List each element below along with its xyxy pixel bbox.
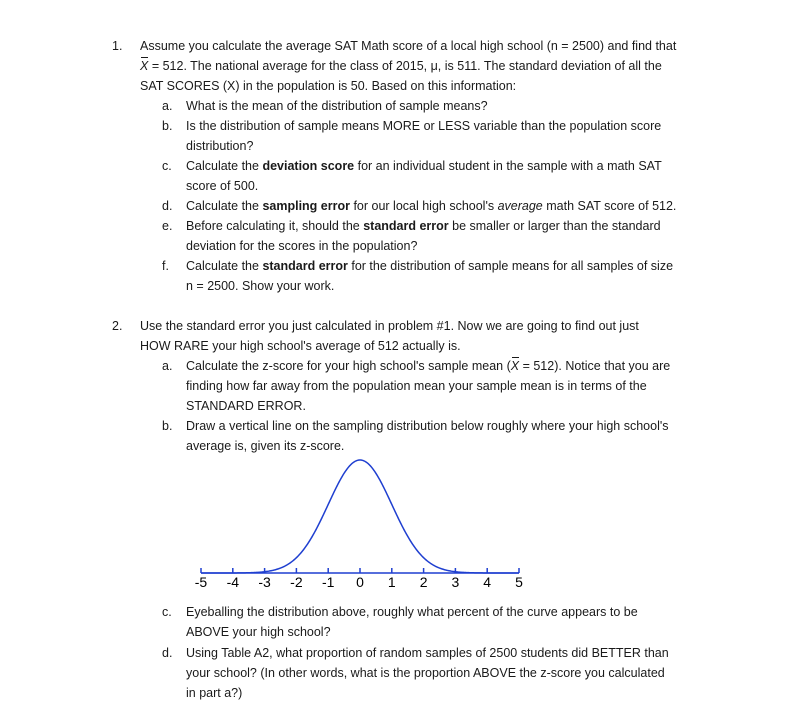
x-tick-label: -5 [194,574,208,590]
q1-line-1: Assume you calculate the average SAT Math score of a local high school (n = 2500) and find that [140,39,677,53]
q1d-letter: d. [162,199,173,213]
q1c-letter: c. [162,159,172,173]
q2d-line-2: your school? (In other words, what is the proportion ABOVE the z-score you calculated [186,666,665,680]
q1d-line-1: Calculate the sampling error for our local high school's average math SAT score of 512. [186,199,677,213]
x-tick-label: -4 [226,574,240,590]
q1c-line-2: score of 500. [186,179,259,193]
q2a-line-2: finding how far away from the population mean your sample mean is in terms of the [186,379,647,393]
q2c-letter: c. [162,605,172,619]
q2-line-2: HOW RARE your high school's average of 512 actually is. [140,339,461,353]
q2a-line-3: STANDARD ERROR. [186,399,306,413]
q1f-line-2: n = 2500. Show your work. [186,279,335,293]
x-bar-symbol: X [140,56,148,76]
q1f-line-1: Calculate the standard error for the distribution of sample means for all samples of size [186,259,674,273]
q2b-line-1: Draw a vertical line on the sampling distribution below roughly where your high school's [186,419,669,433]
q2d-line-3: in part a?) [186,686,243,700]
q2d-line-1: Using Table A2, what proportion of random samples of 2500 students did BETTER than [186,646,669,660]
x-bar-symbol: X [511,356,519,376]
x-tick-label: 0 [356,574,364,590]
q1f-letter: f. [162,259,169,273]
x-tick-label: 5 [515,574,523,590]
q1-line-3: SAT SCORES (X) in the population is 50. Based on this information: [140,79,517,93]
x-tick-label: 3 [451,574,460,590]
q1b-line-2: distribution? [186,139,254,153]
q1e-line-1: Before calculating it, should the standard error be smaller or larger than the standard [186,219,661,233]
q1a-text: What is the mean of the distribution of sample means? [186,99,488,113]
q1-number: 1. [112,39,123,53]
q1a-letter: a. [162,99,173,113]
q2a-line-1: Calculate the z-score for your high school's sample mean (X = 512). Notice that you are [186,356,670,376]
normal-curve [201,460,519,573]
q2b-line-2: average is, given its z-score. [186,439,345,453]
q2c-line-1: Eyeballing the distribution above, roughly what percent of the curve appears to be [186,605,638,619]
q2-number: 2. [112,319,123,333]
x-tick-label: -2 [290,574,303,590]
q1e-letter: e. [162,219,173,233]
q1b-letter: b. [162,119,173,133]
x-tick-label: 2 [419,574,428,590]
q2d-letter: d. [162,646,173,660]
q1b-line-1: Is the distribution of sample means MORE or LESS variable than the population score [186,119,662,133]
q2c-line-2: ABOVE your high school? [186,625,331,639]
q2b-letter: b. [162,419,173,433]
q2a-letter: a. [162,359,173,373]
x-tick-label: -1 [321,574,335,590]
q1e-line-2: deviation for the scores in the population? [186,239,418,253]
x-tick-label: 1 [387,574,396,590]
q2-line-1: Use the standard error you just calculated in problem #1. Now we are going to find out just [140,319,639,333]
q1-line-2: X = 512. The national average for the class of 2015, μ, is 511. The standard deviation of all the [140,56,662,76]
x-tick-label: -3 [258,574,271,590]
x-tick-label: 4 [483,574,492,590]
q1c-line-1: Calculate the deviation score for an individual student in the sample with a math SAT [186,159,662,173]
